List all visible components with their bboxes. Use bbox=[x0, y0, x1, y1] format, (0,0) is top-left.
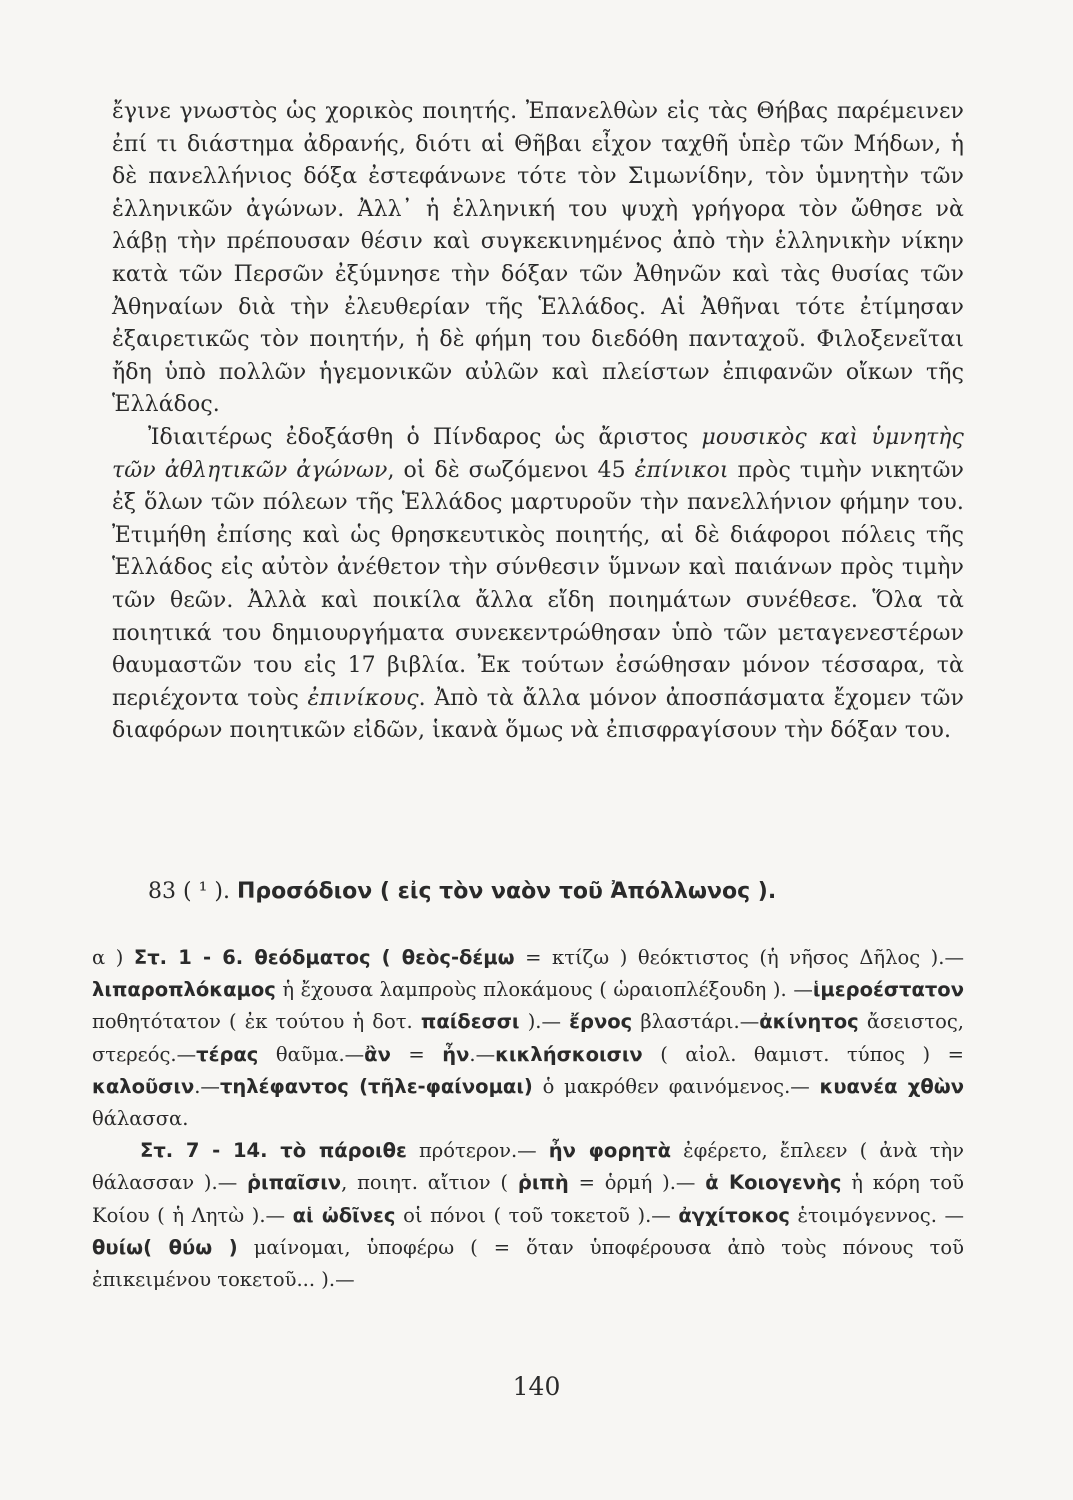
italic-word: ἐπινίκους bbox=[307, 685, 419, 711]
section-heading bbox=[112, 876, 964, 908]
italic-word: ἐπίνικοι bbox=[634, 457, 729, 483]
italic-phrase: μουσικὸς καὶ ὑμνητὴς τῶν ἀθλητικῶν ἀγώνων bbox=[112, 424, 964, 483]
paragraph-1: ἔγινε γνωστὸς ὡς χορικὸς ποιητής. Ἐπανελθὼν εἰς τὰς Θήβας παρέμεινεν ἐπί τι διάστημα ἀδρανής, διότι αἱ Θῆβαι εἶχον ταχθῆ ὑπὲρ τῶν Μήδων, ἡ δὲ πανελλήνιος δόξα ἐστεφάνωνε τότε τὸν Σιμωνίδην, τὸν ὑμνητὴν τῶν ἑλληνικῶν ἀγώνων. Ἀλλ᾽ ἡ ἑλληνική του ψυχὴ γρήγορα τὸν ὤθησε νὰ λάβῃ τὴν πρέπουσαν θέσιν καὶ συγκεκινημένος ἀπὸ τὴν ἑλληνικὴν νίκην κατὰ τῶν Περσῶν ἐξύμνησε τὴν δόξαν τῶν Ἀθηνῶν καὶ τὰς θυσίας τῶν Ἀθηναίων διὰ τὴν ἐλευθερίαν τῆς Ἑλλάδος. Αἱ Ἀθῆναι τότε ἐτίμησαν ἐξαιρετικῶς τὸν ποιητήν, ἡ δὲ φήμη του διεδόθη πανταχοῦ. Φιλοξενεῖται ἤδη ὑπὸ πολλῶν ἡγεμονικῶν αὐλῶν καὶ πλείστων ἐπιφανῶν οἴκων τῆς Ἑλλάδος. bbox=[112, 99, 964, 418]
section-number: 83 bbox=[148, 879, 176, 904]
main-text bbox=[112, 96, 964, 748]
commentary-notes bbox=[92, 942, 964, 1296]
note-block-2: Στ. 7 - 14. τὸ πάροιθε πρότερον.— ἦν φορητὰ ἐφέρετο, ἔπλεεν ( ἀνὰ τὴν θάλασσαν ).— ῥιπαῖσιν, ποιητ. αἴτιον ( ῥιπὴ = ὁρμή ).— ἁ Κοιογενὴς ἡ κόρη τοῦ Κοίου ( ἡ Λητὼ ).— αἱ ὠδῖνες οἱ πόνοι ( τοῦ τοκετοῦ ).— ἀγχίτοκος ἑτοιμόγεννος. — θυίω( θύω ) μαίνομαι, ὑποφέρω ( = ὅταν ὑποφέρουσα ἀπὸ τοὺς πόνους τοῦ ἐπικειμένου τοκετοῦ... ).— bbox=[92, 1139, 964, 1292]
section-title: Προσόδιον ( εἰς τὸν ναὸν τοῦ Ἀπόλλωνος ). bbox=[236, 879, 777, 904]
page-number: 140 bbox=[512, 1372, 561, 1401]
paragraph-2: Ἰδιαιτέρως ἐδοξάσθη ὁ Πίνδαρος ὡς ἄριστος μουσικὸς καὶ ὑμνητὴς τῶν ἀθλητικῶν ἀγώνων, οἱ δὲ σωζόμενοι 45 ἐπίνικοι πρὸς τιμὴν νικητῶν ἐξ ὅλων τῶν πόλεων τῆς Ἑλλάδος μαρτυροῦν τὴν πανελλήνιον φήμην του. Ἐτιμήθη ἐπίσης καὶ ὡς θρησκευτικὸς ποιητής, αἱ δὲ διάφοροι πόλεις τῆς Ἑλλάδος εἰς αὐτὸν ἀνέθετον τὴν σύνθεσιν ὕμνων καὶ παιάνων πρὸς τιμὴν τῶν θεῶν. Ἀλλὰ καὶ ποικίλα ἄλλα εἴδη ποιημάτων συνέθεσε. Ὅλα τὰ ποιητικά του δημιουργήματα συνεκεντρώθησαν ὑπὸ τῶν μεταγενεστέρων θαυμαστῶν του εἰς 17 βιβλία. Ἐκ τούτων ἐσώθησαν μόνον τέσσαρα, τὰ περιέχοντα τοὺς ἐπινίκους. Ἀπὸ τὰ ἄλλα μόνον ἀποσπάσματα ἔχομεν τῶν διαφόρων ποιητικῶν εἰδῶν, ἱκανὰ ὅμως νὰ ἐπισφραγίσουν τὴν δόξαν του. bbox=[112, 424, 964, 744]
note-block-1: α ) Στ. 1 - 6. θεόδματος ( θεὸς-δέμω = κτίζω ) θεόκτιστος (ἡ νῆσος Δῆλος ).— λιπαροπλόκαμος ἡ ἔχουσα λαμπροὺς πλοκάμους ( ὡραιοπλέξουδη ). —ἱμεροέστατον ποθητότατον ( ἐκ τούτου ἡ δοτ. παίδεσσι ).— ἔρνος βλαστάρι.—ἀκίνητος ἄσειστος, στερεός.—τέρας θαῦμα.—ἂν = ἦν.—κικλήσκοισιν ( αἰολ. θαμιστ. τύπος ) = καλοῦσιν.—τηλέφαντος (τῆλε-φαίνομαι) ὁ μακρόθεν φαινόμενος.— κυανέα χθὼν θάλασσα. bbox=[92, 946, 965, 1131]
footnote-marker: ( ¹ ). bbox=[183, 879, 230, 904]
